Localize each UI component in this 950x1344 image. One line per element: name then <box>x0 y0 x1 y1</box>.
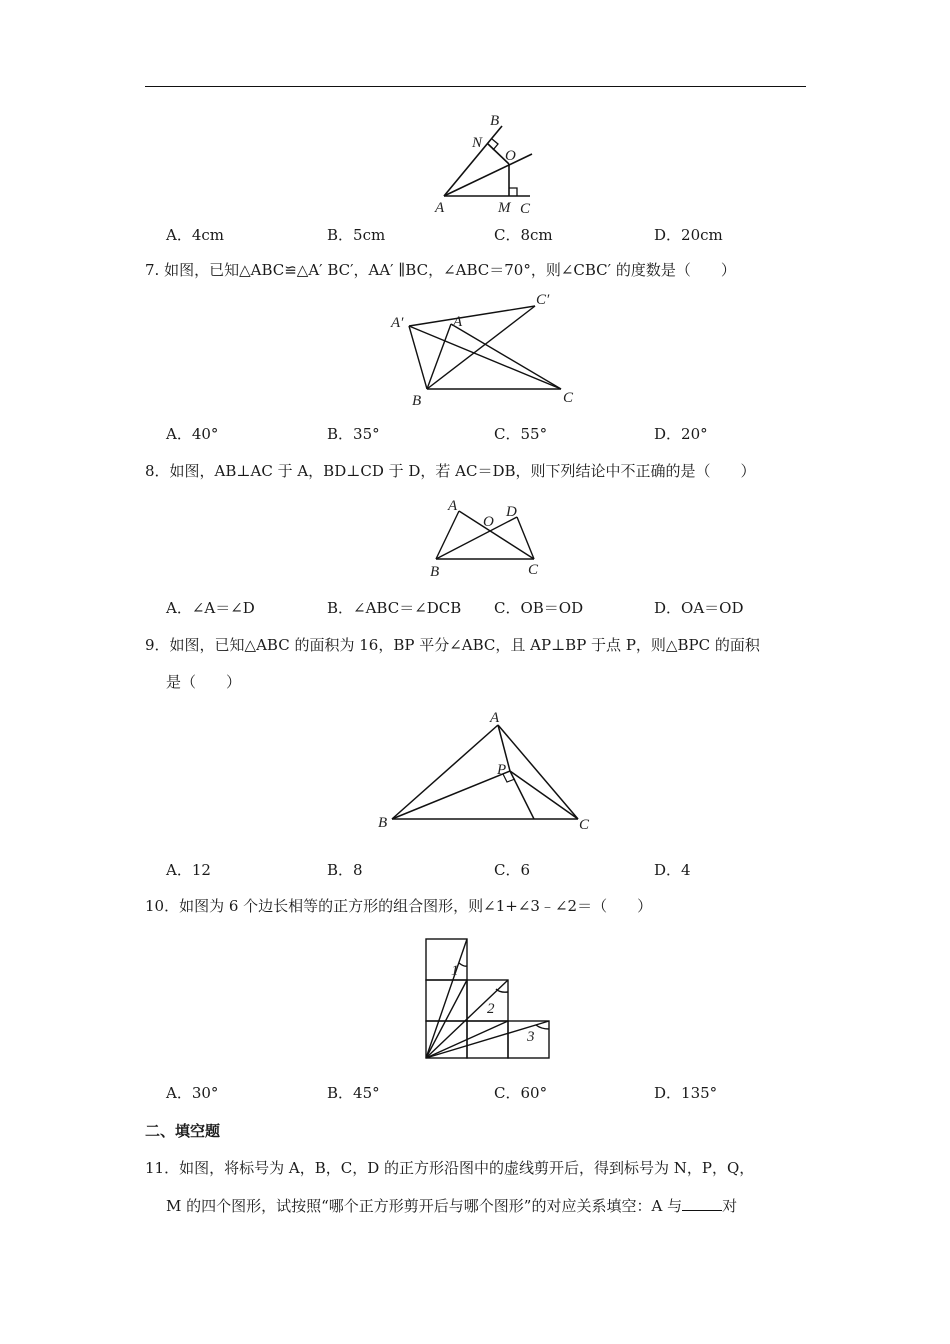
q7-option-a[interactable]: A．40° <box>166 425 219 443</box>
q6-option-c[interactable]: C．8cm <box>494 226 553 244</box>
q11-line-2-end: 对 <box>722 1197 738 1215</box>
q6-option-b[interactable]: B．5cm <box>327 226 386 244</box>
q7-label-a-prime: A′ <box>391 315 404 331</box>
q10-angle-2-label: 2 <box>487 1001 495 1017</box>
q9-label-p: P <box>497 762 507 778</box>
q6-label-o: O <box>505 148 516 164</box>
q6-label-m: M <box>498 200 511 216</box>
q8-label-b: B <box>430 564 440 580</box>
q10-option-d[interactable]: D．135° <box>654 1084 718 1102</box>
q7-option-b[interactable]: B．35° <box>327 425 380 443</box>
q10-stem: 10．如图为 6 个边长相等的正方形的组合图形，则∠1+∠3﹣∠2＝（ ） <box>145 897 653 915</box>
q8-options <box>0 597 950 619</box>
q8-option-c[interactable]: C．OB＝OD <box>494 599 584 617</box>
q9-option-b[interactable]: B．8 <box>327 861 363 879</box>
q7-figure <box>385 290 585 410</box>
q9-option-d[interactable]: D．4 <box>654 861 691 879</box>
q7-label-c: C <box>563 390 574 406</box>
q6-label-a: A <box>435 200 445 216</box>
q7-option-d[interactable]: D．20° <box>654 425 708 443</box>
q7-label-c-prime: C′ <box>536 292 550 308</box>
q9-options <box>0 859 950 881</box>
q6-label-c: C <box>520 201 531 217</box>
q6-option-a[interactable]: A．4cm <box>166 226 225 244</box>
q11-line-2-text: M 的四个图形，试按照“哪个正方形剪开后与哪个图形”的对应关系填空：A 与 <box>166 1197 683 1215</box>
q10-figure <box>420 933 555 1063</box>
q8-label-d: D <box>506 504 517 520</box>
q7-label-a: A <box>453 314 463 330</box>
q6-label-b: B <box>490 113 500 129</box>
q8-option-a[interactable]: A．∠A＝∠D <box>166 599 255 617</box>
q6-label-n: N <box>472 135 483 151</box>
q8-option-d[interactable]: D．OA＝OD <box>654 599 744 617</box>
q6-options <box>0 224 950 246</box>
q8-figure <box>422 495 552 580</box>
q7-label-b: B <box>412 393 422 409</box>
q9-option-c[interactable]: C．6 <box>494 861 531 879</box>
q8-label-o: O <box>483 514 494 530</box>
q10-option-a[interactable]: A．30° <box>166 1084 219 1102</box>
q11-answer-blank[interactable] <box>682 1194 722 1211</box>
q10-options <box>0 1082 950 1104</box>
q9-option-a[interactable]: A．12 <box>166 861 211 879</box>
q8-label-c: C <box>528 562 539 578</box>
header-rule <box>145 86 806 87</box>
q8-stem: 8．如图，AB⊥AC 于 A，BD⊥CD 于 D，若 AC＝DB，则下列结论中不正确的是（ ） <box>145 462 756 480</box>
q9-figure <box>370 705 600 840</box>
q7-stem: 7. 如图，已知△ABC≌△A′ BC′，AA′ ∥BC，∠ABC＝70°，则∠CBC′ 的度数是（ ） <box>145 261 736 279</box>
q9-label-a: A <box>490 710 500 726</box>
q10-option-b[interactable]: B．45° <box>327 1084 380 1102</box>
q9-stem: 9．如图，已知△ABC 的面积为 16，BP 平分∠ABC，且 AP⊥BP 于点 P，则△BPC 的面积 <box>145 636 760 654</box>
q11-line-1: 11．如图，将标号为 A，B，C，D 的正方形沿图中的虚线剪开后，得到标号为 N，P，Q， <box>145 1159 755 1177</box>
q9-stem-continued: 是（ ） <box>166 673 242 691</box>
section-title-fill-in: 二、填空题 <box>145 1122 221 1140</box>
q8-label-a: A <box>448 498 458 514</box>
q10-angle-3-label: 3 <box>527 1029 535 1045</box>
q7-options <box>0 423 950 445</box>
q6-figure <box>432 112 542 218</box>
q6-option-d[interactable]: D．20cm <box>654 226 723 244</box>
q10-angle-1-label: 1 <box>451 963 459 979</box>
q9-label-c: C <box>579 817 590 833</box>
q7-option-c[interactable]: C．55° <box>494 425 548 443</box>
q8-option-b[interactable]: B．∠ABC＝∠DCB <box>327 599 462 617</box>
q9-label-b: B <box>378 815 388 831</box>
q10-option-c[interactable]: C．60° <box>494 1084 548 1102</box>
q11-line-2 <box>166 1194 737 1217</box>
